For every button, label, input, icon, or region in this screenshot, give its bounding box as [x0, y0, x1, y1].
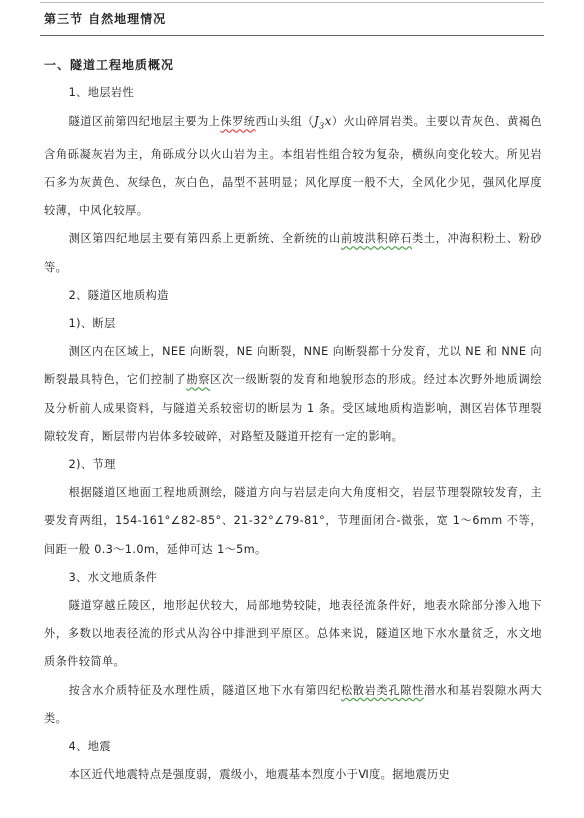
- grammar-underlined-text: 前坡洪积碎石: [340, 232, 412, 246]
- paragraph-joints: 根据隧道区地面工程地质测绘，隧道方向与岩层走向大角度相交，岩层节理裂隙较发育，主要发育两组，154-161°∠82-85°、21-32°∠79-81°，节理面闭合-微张，宽 1～6mm 不等，间距一般 0.3～1.0m，延伸可达 1～5m。: [44, 486, 542, 556]
- text-run: 测区内在区域上，NEE 向断裂，NE 向断裂，NNE 向断裂都十分发育，尤以 NE 和 NNE 向断裂最具特色，它们控制了: [44, 345, 542, 387]
- paragraph-hydrogeology: 隧道穿越丘陵区，地形起伏较大，局部地势较陡，地表径流条件好，地表水除部分渗入地下外，多数以地表径流的形式从沟谷中排泄到平原区。总体来说，隧道区地下水水量贫乏，水文地质条件较简单。: [44, 599, 542, 669]
- paragraph-groundwater-types: [44, 677, 542, 733]
- spellcheck-underlined-text: 侏罗统: [220, 115, 256, 129]
- document-body: [44, 79, 542, 789]
- text-run: ）火山碎屑岩类。主要以青灰色、黄褐色含角砾凝灰岩为主，角砾成分以火山岩为主。本组岩性组合较为复杂，横纵向变化较大。所见岩石多为灰黄色、灰绿色，灰白色，晶型不甚明显；风化厚度一般不大，全风化少见，强风化厚度较薄，中风化较厚。: [44, 115, 543, 218]
- subheading-earthquake: 4、地震: [68, 740, 111, 754]
- grammar-underlined-text: 勘察: [186, 373, 211, 387]
- text-run: 测区第四纪地层主要有第四系上更新统、全新统的山: [68, 232, 341, 246]
- text-run: 按含水介质特征及水理性质，隧道区地下水有第四纪: [68, 683, 341, 697]
- subheading-geologic-structure: 2、隧道区地质构造: [68, 288, 169, 302]
- text-run: 潜水和基岩裂隙水两大类。: [44, 683, 542, 725]
- heading-geology-overview: 一、隧道工程地质概况: [44, 58, 175, 72]
- formation-symbol: $J_3x$: [313, 114, 332, 131]
- section-divider: [40, 35, 544, 36]
- section-title: 第三节 自然地理情况: [44, 12, 167, 26]
- text-run: 类土，冲海积粉土、粉砂等。: [44, 232, 542, 274]
- subheading-faults: 1)、断层: [68, 317, 116, 331]
- subheading-hydrogeology: 3、水文地质条件: [68, 570, 158, 584]
- subheading-strata-lithology: 1、地层岩性: [68, 86, 135, 99]
- text-run: 隧道区前第四纪地层主要为上: [68, 115, 221, 129]
- paragraph-quaternary: [44, 225, 542, 281]
- text-run: 西山头组（: [255, 115, 314, 129]
- paragraph-earthquake: 本区近代地震特点是强度弱，震级小，地震基本烈度小于Ⅵ度。据地震历史: [68, 768, 451, 782]
- grammar-underlined-text: 松散岩类孔隙性: [340, 683, 424, 697]
- paragraph-strata: [44, 107, 542, 225]
- subheading-joints: 2)、节理: [68, 458, 116, 472]
- paragraph-faults: [44, 338, 542, 451]
- header-line: [40, 2, 544, 3]
- text-run: 区次一级断裂的发育和地貌形态的形成。经过本次野外地质调绘及分析前人成果资料，与隧道关系较密切的断层为 1 条。受区域地质构造影响，测区岩体节理裂隙较发育，断层带内岩体多较破碎，对路堑及隧道开挖有一定的影响。: [44, 373, 542, 443]
